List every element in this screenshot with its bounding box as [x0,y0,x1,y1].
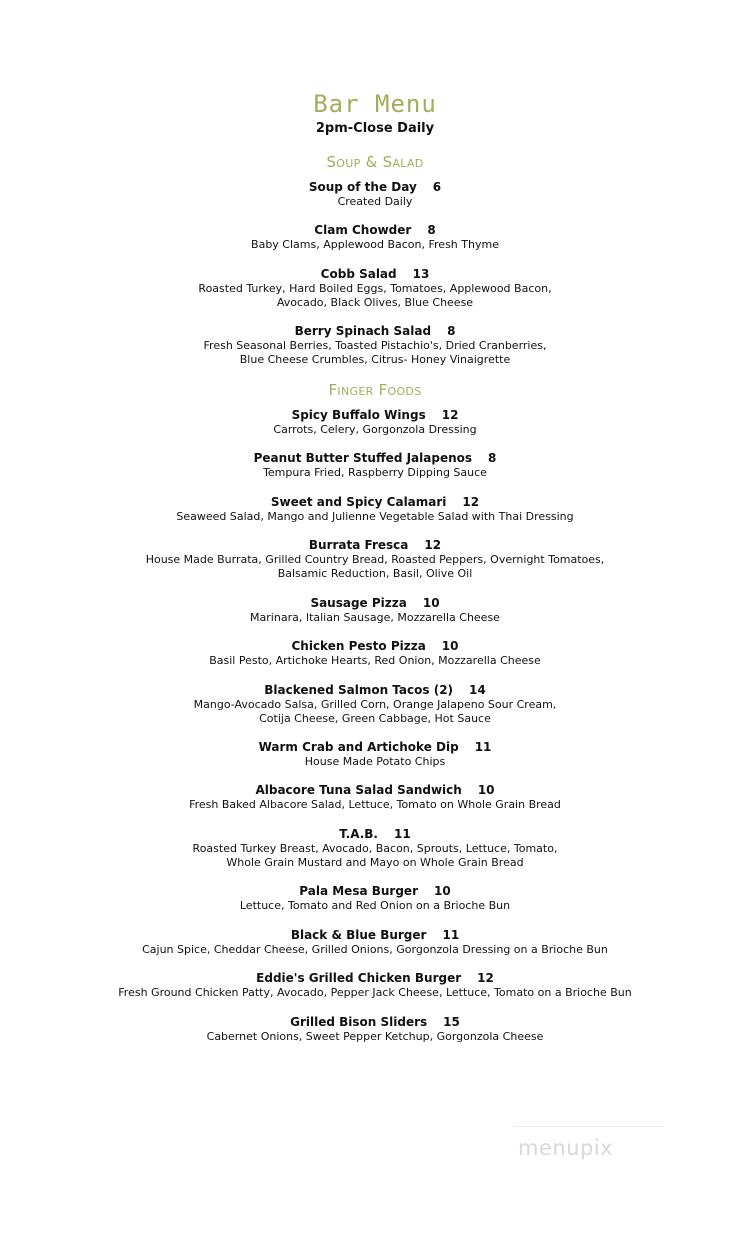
item-description: Cajun Spice, Cheddar Cheese, Grilled Onions, Gorgonzola Dressing on a Brioche Bun [142,943,608,956]
item-description: Lettuce, Tomato and Red Onion on a Brioche Bun [239,899,511,912]
menu-item-soup-of-the-day [0,180,750,209]
menu-item-spicy-buffalo-wings [0,408,750,437]
menu-item-blackened-salmon-tacos [0,683,750,726]
item-name: T.A.B. [339,827,378,841]
item-description: Mango-Avocado Salsa, Grilled Corn, Orange Jalapeno Sour Cream, Cotija Cheese, Green Cabbage, Hot Sauce [193,698,557,725]
menupix-watermark: menupix [518,1136,614,1160]
menu-item-crab-artichoke-dip [0,740,750,769]
item-name: Eddie's Grilled Chicken Burger [256,971,462,985]
item-price: 10 [434,884,451,898]
item-price: 13 [412,267,430,281]
menu-item-chicken-pesto-pizza [0,639,750,668]
item-price: 11 [474,740,492,754]
item-name: Warm Crab and Artichoke Dip [258,740,459,754]
item-name: Blackened Salmon Tacos (2) [264,683,454,697]
item-description: House Made Potato Chips [304,755,446,768]
menu-item-sweet-spicy-calamari [0,495,750,524]
item-description: Marinara, Italian Sausage, Mozzarella Cheese [250,611,500,624]
item-price: 10 [422,596,440,610]
section-title-finger-foods: Finger Foods [328,381,422,399]
item-name: Albacore Tuna Salad Sandwich [255,783,462,797]
menu-title: Bar Menu [313,90,437,118]
item-name: Cobb Salad [320,267,397,281]
item-name: Sausage Pizza [310,596,407,610]
item-description: Carrots, Celery, Gorgonzola Dressing [273,423,477,436]
menu-item-clam-chowder [0,223,750,252]
item-description: House Made Burrata, Grilled Country Bread, Roasted Peppers, Overnight Tomatoes, Balsamic Reduction, Basil, Olive Oil [145,553,605,580]
item-price: 6 [432,180,442,194]
item-price: 12 [477,971,494,985]
item-description: Roasted Turkey, Hard Boiled Eggs, Tomatoes, Applewood Bacon, Avocado, Black Olives, Blue Cheese [198,282,552,309]
item-price: 14 [469,683,486,697]
item-description: Basil Pesto, Artichoke Hearts, Red Onion, Mozzarella Cheese [209,654,541,667]
menu-item-cobb-salad [0,267,750,310]
menu-item-albacore-tuna-sandwich [0,783,750,812]
item-description: Tempura Fried, Raspberry Dipping Sauce [263,466,487,479]
item-price: 10 [441,639,459,653]
menu-item-sausage-pizza [0,596,750,625]
item-name: Chicken Pesto Pizza [291,639,426,653]
menu-item-pala-mesa-burger [0,884,750,913]
item-name: Sweet and Spicy Calamari [270,495,447,509]
menu-item-grilled-bison-sliders [0,1015,750,1044]
menu-item-peanut-butter-jalapenos [0,451,750,480]
menu-item-black-blue-burger [0,928,750,957]
item-name: Grilled Bison Sliders [290,1015,428,1029]
item-description: Fresh Baked Albacore Salad, Lettuce, Tomato on Whole Grain Bread [189,798,561,811]
item-price: 11 [442,928,460,942]
item-price: 10 [477,783,495,797]
item-name: Burrata Fresca [308,538,409,552]
item-price: 12 [424,538,442,552]
section-title-soup-salad: Soup & Salad [326,153,424,171]
item-name: Spicy Buffalo Wings [291,408,426,422]
menu-item-berry-spinach-salad [0,324,750,367]
menu-item-burrata-fresca [0,538,750,581]
item-price: 11 [394,827,411,841]
item-name: Berry Spinach Salad [294,324,432,338]
menu-hours: 2pm-Close Daily [315,121,435,136]
item-price: 8 [427,223,436,237]
watermark-divider [514,1126,664,1127]
item-name: Clam Chowder [314,223,412,237]
item-description: Baby Clams, Applewood Bacon, Fresh Thyme [251,238,499,251]
item-price: 12 [441,408,459,422]
item-description: Seaweed Salad, Mango and Julienne Vegetable Salad with Thai Dressing [176,510,574,523]
item-name: Black & Blue Burger [290,928,427,942]
item-price: 15 [443,1015,460,1029]
item-description: Fresh Ground Chicken Patty, Avocado, Pepper Jack Cheese, Lettuce, Tomato on a Brioche Bun [118,986,632,999]
item-price: 8 [447,324,456,338]
item-price: 8 [488,451,497,465]
menu-item-tab [0,827,750,870]
item-price: 12 [462,495,480,509]
item-name: Pala Mesa Burger [299,884,418,898]
item-description: Cabernet Onions, Sweet Pepper Ketchup, Gorgonzola Cheese [206,1030,544,1043]
item-name: Peanut Butter Stuffed Jalapenos [253,451,473,465]
item-description: Roasted Turkey Breast, Avocado, Bacon, Sprouts, Lettuce, Tomato, Whole Grain Mustard and Mayo on Whole Grain Bread [192,842,558,869]
item-description: Fresh Seasonal Berries, Toasted Pistachio's, Dried Cranberries, Blue Cheese Crumbles, Citrus- Honey Vinaigrette [203,339,547,366]
item-description: Created Daily [337,195,413,208]
menu-item-eddies-chicken-burger [0,971,750,1000]
item-name: Soup of the Day [308,180,417,194]
